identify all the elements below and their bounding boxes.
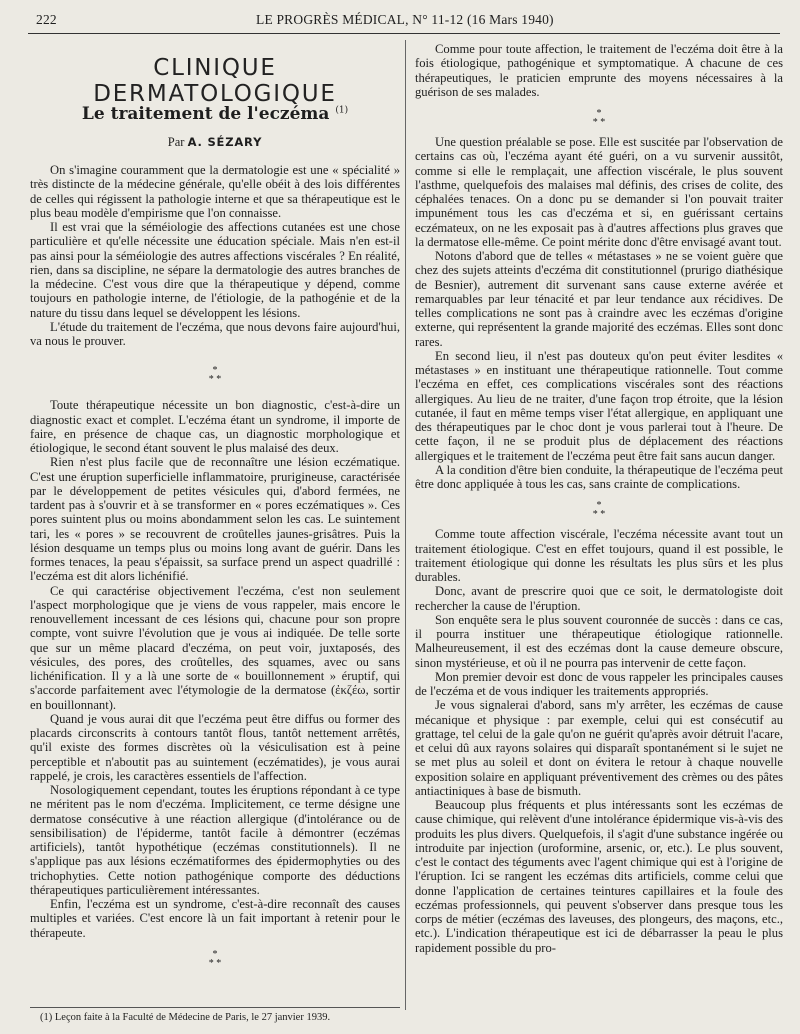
paragraph: Son enquête sera le plus souvent couronnée de succès : dans ce cas, il pourra instituer une thérapeutique étiologique rationnelle. Malheureusement, il est des eczémas dont la cause demeure obscure, sinon mystérieuse, et où il ne pourra pas intervenir de cette façon.: [415, 612, 783, 670]
section-separator: * * *: [208, 948, 222, 969]
footnote-rule: [30, 1007, 400, 1008]
byline-prefix: Par: [167, 135, 185, 149]
header-rule: [28, 33, 780, 34]
paragraph: Nosologiquement cependant, toutes les éruptions répondant à ce type ne méritent pas le nom d'eczéma. Implicitement, ce terme désigne une dermatose consécutive à une réaction allergique (d'intolérance ou de sensibilisation) de l'épiderme, tantôt facile à démontrer (eczémas artificiels), tantôt hypothétique (eczémas constitutionnels). Il ne s'applique pas aux lésions eczématiformes des épidermophyties ou des trichophyties. Cette notion pathogénique comporte des déductions thérapeutiques particulièrement intéressantes.: [30, 783, 400, 897]
paragraph: Comme toute affection viscérale, l'eczéma nécessite avant tout un traitement étiologique. C'est en effet toujours, quand il est possible, le traitement étiologique qui donne les résultats les plus sûrs et les plus durables.: [415, 527, 783, 584]
section-separator: * * *: [592, 500, 606, 521]
paragraph: Il est vrai que la séméiologie des affections cutanées est une chose particulière et qu'elle nécessite une éducation spéciale. Mais n'en est-il pas ainsi pour la séméiologie des autres affections viscérales ? En réalité, rien, dans sa discipline, ne sépare la dermatologie des autres branches de la médecine. C'est vous dire que la thérapeutique y dépend, comme toujours en pathologie interne, de l'étiologie, de la pathogénie et de la nature du tissu dans lequel se développent les lésions.: [30, 220, 400, 320]
paragraph: Une question préalable se pose. Elle est suscitée par l'observation de certains cas où, l'eczéma ayant été guéri, on a vu survenir aussitôt, comme si elle le remplaçait, une affection viscérale, le plus souvent l'asthme, quelquefois des malaises mal définis, des crises de colite, des céphalées tenaces. On a donc pu se demander si l'on pouvait traiter impunément tous les cas d'eczéma et si, en guérissant certains eczémateux, on ne les exposait pas à d'autres affections plus graves que la dermatose elle-même. Ce point mérite donc d'être envisagé avant tout.: [415, 135, 783, 249]
paragraph: Enfin, l'eczéma est un syndrome, c'est-à-dire reconnaît des causes multiples et variées. C'est encore là un fait important à retenir pour le thérapeute.: [30, 897, 400, 940]
article-title-text: Le traitement de l'eczéma: [81, 104, 330, 124]
paragraph: Mon premier devoir est donc de vous rappeler les principales causes de l'eczéma et de vous indiquer les traitements appropriés.: [415, 669, 783, 698]
section-separator: * * *: [208, 365, 222, 386]
left-column: [30, 163, 400, 976]
paragraph: Je vous signalerai d'abord, sans m'y arrêter, les eczémas de cause mécanique et physique : par exemple, celui qui est consécutif au grattage, tel celui de la gale qu'on ne guérit qu'après avoir détruit l'acare, et celui dû aux rayons solaires qui disparaît spontanément si le sujet ne se met plus au soleil et dont on évitera le retour à chaque nouvelle exposition solaire en appliquant préventivement des crèmes ou des pâtes antiactiniques à base de bismuth.: [415, 698, 783, 798]
byline: [30, 135, 400, 150]
author-name: A. SÉZARY: [187, 135, 263, 149]
right-column: [415, 42, 783, 955]
paragraph: Donc, avant de prescrire quoi que ce soit, le dermatologiste doit rechercher la cause de l'éruption.: [415, 584, 783, 613]
paragraph: Comme pour toute affection, le traitement de l'eczéma doit être à la fois étiologique, pathogénique et symptomatique. A chacune de ces thérapeutiques, le praticien emprunte des moyens nécessaires à la guérison de ses malades.: [415, 42, 783, 99]
paragraph: Toute thérapeutique nécessite un bon diagnostic, c'est-à-dire un diagnostic exact et complet. L'eczéma étant un syndrome, il importe de faire, en présence de chaque cas, un diagnostic morphologique et étiologique, le second étant souvent le plus malaisé des deux.: [30, 398, 400, 455]
article-title: [30, 104, 400, 124]
section-title: CLINIQUE DERMATOLOGIQUE: [93, 55, 337, 107]
footnote: (1) Leçon faite à la Faculté de Médecine de Paris, le 27 janvier 1939.: [40, 1012, 331, 1023]
paragraph: Quand je vous aurai dit que l'eczéma peut être diffus ou former des placards circonscrits à contours tantôt flous, tantôt nettement arrêtés, qu'il existe des formes discrètes où la vésiculisation est à peine perceptible et n'aboutit pas au suintement (eczématides), je vous aurai rappelé, je crois, les caractères essentiels de l'affection.: [30, 711, 400, 783]
paragraph: Beaucoup plus fréquents et plus intéressants sont les eczémas de cause chimique, qui relèvent d'une intolérance épidermique vis-à-vis des produits les plus divers. Quelquefois, il s'agit d'une substance ingérée ou introduite par injection (uroformine, arsenic, or, etc.). Le plus souvent, c'est le contact des téguments avec l'agent chimique qui est à l'origine de l'éruption. Ici se rangent les eczémas dits artificiels, comme celui que donne l'application de certaines teintures capillaires et la foule des eczémas professionnels, qui peuvent s'observer dans presque tous les corps de métier (eczémas des laveuses, des plongeurs, des maçons, etc., etc.). L'indication thérapeutique est ici de débarrasser la peau le plus rapidement possible du pro-: [415, 798, 783, 955]
paragraph: Notons d'abord que de telles « métastases » ne se voient guère que chez des sujets atteints d'eczéma dit constitutionnel (prurigo diathésique de Besnier), autrement dit survenant sans cause externe avérée et remarquables par leur ténacité et par leur tendance aux récidives. De telles complications ne sont pas à craindre avec les eczémas d'origine externe, qui représentent la grande majorité des eczémas. Elles sont donc rares.: [415, 249, 783, 349]
title-footnote-ref: (1): [335, 105, 349, 116]
paragraph: L'étude du traitement de l'eczéma, que nous devons faire aujourd'hui, va nous le prouver.: [30, 319, 400, 348]
column-divider: [405, 40, 406, 1010]
running-header: [28, 10, 774, 32]
paragraph: Rien n'est plus facile que de reconnaître une lésion eczématique. C'est une éruption superficielle inflammatoire, prurigineuse, caractérisée par le développement de petites vésicules qui, d'abord fermées, ne tardent pas à s'ouvrir et à se transformer en « pores eczématiques ». Ces pores suintent plus ou moins abondamment selon les cas. Le suintement tari, les « pores » se recouvrent de croûtelles jaunes-grisâtres. Puis la lésion desquame un temps plus ou moins long avant de guérir. Dans les formes tenaces, la peau s'épaissit, sa surface prend un aspect quadrillé : l'eczéma est dit alors lichénifié.: [30, 455, 400, 584]
paragraph: En second lieu, il n'est pas douteux qu'on peut éviter lesdites « métastases » en instituant une thérapeutique rationnelle. Tout comme l'eczéma en effet, ces complications viscérales sont des réactions allergiques. Au lieu de ne traiter, d'une façon trop étroite, que la lésion cutanée, il faut en même temps viser l'état allergique, en appliquant une des thérapeutiques par le choc dont je vous parlerai tout à l'heure. De cette façon, il ne se produit plus de déplacement des réactions allergiques et le traitement de l'eczéma peut être fait sans aucun danger.: [415, 348, 783, 463]
journal-title: LE PROGRÈS MÉDICAL, N° 11-12 (16 Mars 1940): [256, 12, 554, 27]
paragraph: On s'imagine couramment que la dermatologie est une « spécialité » très distincte de la médecine générale, qu'elle obéit à des lois différentes de celles qui régissent la pathologie interne et que sa thérapeutique est le plus beau modèle d'empirisme que l'on connaisse.: [30, 163, 400, 220]
page-number: 222: [36, 12, 57, 27]
paragraph: A la condition d'être bien conduite, la thérapeutique de l'eczéma peut être donc appliquée à tous les cas, sans crainte de complications.: [415, 462, 783, 491]
section-separator: * * *: [592, 108, 606, 128]
paragraph: Ce qui caractérise objectivement l'eczéma, c'est non seulement l'aspect morphologique que je viens de vous rappeler, mais encore le renouvellement incessant de ces lésions qui, chacune pour son propre compte, vont suivre l'évolution que je vous ai indiquée. De telle sorte que sur un même placard d'eczéma, on peut voir, juxtaposés, des vésicules, des pores, des croûtelles, des squames, avec ou sans lichénification. Il y a là une sorte de « bouillonnement » éruptif, qui s'accorde parfaitement avec l'étymologie de la dermatose (ἐκζέω, sortir en bouillonnant).: [30, 583, 400, 712]
